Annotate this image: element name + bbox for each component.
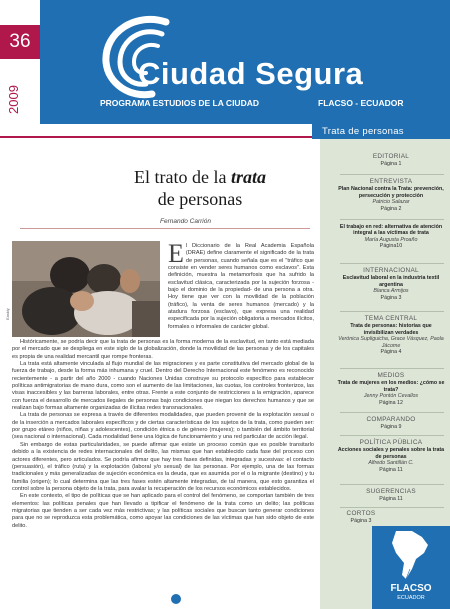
section-tab: Trata de personas [312,124,450,139]
toc-page: Página10 [379,243,403,250]
article-title-word: trata [230,167,266,187]
toc-page: Página 3 [380,294,402,301]
toc-item-entrevista[interactable] [336,179,446,212]
article-title-line2: de personas [157,189,243,209]
article-intro [168,239,314,331]
toc-title: Acciones sociales y penales sobre la trata de personas [337,447,445,460]
toc-page: Página 2 [380,205,402,212]
toc-author: Jenny Pontón Cevallos [363,393,419,400]
photo-credit: Easkly [5,308,10,320]
toc-section: EDITORIAL [372,153,410,160]
article-paragraph-2: Históricamente, se podría decir que la trata de personas es la forma moderna de la esclavitud, en tanto está mediada por el mercado que se despliega en este siglo de la globalización, donde la movilidad de las personas y de los capitales es propia de una realidad mercantil que rompe fronteras. [12,339,314,360]
toc-page: Página 11 [379,466,403,473]
toc-divider [340,219,444,220]
toc-item-comparando[interactable] [336,417,446,431]
program-subtitle: PROGRAMA ESTUDIOS DE LA CIUDAD [100,98,259,108]
article-photo [12,241,160,337]
toc-title: Esclavitud laboral en la industria textil argentina [342,275,440,288]
photo-illustration [12,241,160,337]
flacso-logo-name: FLACSO [390,583,432,594]
institution-name: FLACSO - ECUADOR [318,98,404,108]
toc-title: Plan Nacional contra la Trata: prevención, persecución y protección [338,186,444,199]
toc-divider [340,368,444,369]
article-paragraph-1: l Diccionario de la Real Academia Española (DRAE) define claramente el significado de la trata de personas, cuando señala que es el "tráfico que consiste en vender seres humanos como esclavos". Esta definición, muestra la metamorfosis que ha sufrido la esclavitud clásica, caracterizada por la sujeción forzosa - bajo el dominio de la propiedad- de una persona a otra. Hoy tiene que ver con la movilidad de la población (tráfico), la venta de seres humanos (mercado) y la atadura forzosa (esclavo), que expresa una realidad especificada por la sujeción obligatoria a mercados ilícitos, formales o informales de carácter global. [168,243,314,330]
issue-number: 36 [0,25,40,59]
toc-item-cortos[interactable] [326,511,396,525]
toc-section: MEDIOS [377,372,405,379]
publication-title: Ciudad Segura [138,56,364,91]
toc-author: Verónica Supliguicha, Grace Vásquez, Paola Jácome [338,336,444,349]
toc-item-sugerencias[interactable] [336,489,446,503]
byline-divider [20,228,310,229]
article-body [12,339,314,530]
toc-section: COMPARANDO [366,416,416,423]
toc-section: INTERNACIONAL [363,267,419,274]
article-paragraph-4: La trata de personas se expresa a través de diferentes modalidades, que pueden provenir de la explotación sexual o de la inserción a mercados laborales específicos y de ciertas características de los sujetos de la trata, como pueden ser: por grupo etáreo (niños, niñas y adolescentes), condición étnica o de género (mujeres); o también del ámbito territorial (sea nacional o internacional). Cada modalidad tiene una lógica de funcionamiento y una red particular de acción ilegal. [12,412,314,441]
toc-author: Patricio Salazar [372,199,410,206]
toc-divider [340,174,444,175]
toc-title: Trata de mujeres en los medios: ¿cómo se trata? [337,380,445,393]
issue-year: 2009 [6,85,21,115]
toc-section: POLÍTICA PÚBLICA [359,439,423,446]
article-title-line1: El trato de la [134,167,227,187]
south-america-map-icon [386,529,430,581]
toc-page: Página 3 [350,518,372,525]
toc-divider [340,412,444,413]
toc-item-editorial[interactable] [336,154,446,168]
toc-divider [340,507,444,508]
article-title [100,166,300,210]
toc-page: Página 11 [379,496,403,503]
toc-author: Alfredo Santillán C. [368,460,414,467]
toc-page: Página 4 [380,349,402,356]
toc-title: El trabajo en red: alternativa de atención integral a las víctimas de trata [339,224,443,237]
toc-item-medios[interactable] [336,373,446,406]
toc-section: SUGERENCIAS [366,488,416,495]
toc-section: CORTOS [346,510,376,517]
toc-item-internacional[interactable] [336,268,446,301]
toc-page: Página 12 [379,399,403,406]
toc-author: María Augusta Proaño [364,236,418,243]
toc-title: Trata de personas: historias que invisibilizan verdades [350,323,432,336]
toc-section: TEMA CENTRAL [364,315,418,322]
toc-author: Blanca Armijos [373,288,409,295]
drop-cap: E [168,239,184,268]
toc-divider [340,311,444,312]
footer-logo-icon [171,594,181,604]
article-paragraph-3: La trata está altamente vinculada al flujo mundial de las migraciones y es parte constitutiva del mercado global de la fuerza de trabajo, desde la forma más inhumana y cruel. Dentro del Derecho Internacional este fenómeno es reconocido recientemente - a partir del año 2000 - cuando Naciones Unidas construye su protocolo específico para establecer políticas antimigratorias de mano dura, como son el aumento de las limitaciones, las cuotas, los controles fronterizos, las visas inaccesibles y las barreras laborales, entre otras. Frente a este conjunto de restricciones a la emigración, aparece con fuerza el desarrollo de mercados ilegales de personas bajo condiciones que niegan los derechos humanos y que se realizan bajo formas altamente organizadas de ilícitas redes transnacionales. [12,361,314,412]
article-paragraph-5: Sin embargo de estas particularidades, se puede afirmar que existe un proceso común que es posible transitarlo debido a la existencia de redes internacionales del delito, las mismas que han establecido cada fase del proceso con actores diferentes, pero articulados. Se podría afirmar que hay tres fases definidas, integradas y sucesivas: el contacto (persuasión), el tráfico (ruta) y la explotación (laboral y/o sexual) de las personas. Por ejemplo, una de las formas tradicionales y más generalizadas de sujeción económica es la deuda, que es asumida por el o la migrante (destino) y tu familia (origen); lo cual determina que las tres fases estén altamente integradas, de tal manera, que esto garantiza el control sobre la persona objeto de la trata, para avalar la recuperación de los recursos económicos establecidos. [12,441,314,492]
toc-divider [340,484,444,485]
toc-page: Página 1 [380,161,402,168]
article-author: Fernando Carrión [160,218,211,225]
flacso-logo-sub: ECUADOR [397,595,425,601]
toc-item-tema-central[interactable] [336,316,446,355]
toc-item-politica-publica[interactable] [336,440,446,473]
article-paragraph-6: En este contexto, el tipo de políticas que se han aplicado para el control del fenómeno, se comportan también de tres elementos: las políticas penales que han llevado a tipificar el fenómeno de la trata como un delito; las políticas migratorias que tienden a ser cada vez más restrictivas; y las políticas sociales que buscan tanto generar condiciones para que no se reproduzca esta problemática, como apoyar las condiciones de las víctimas que han sido objeto de este delito. [12,493,314,529]
toc-divider [340,435,444,436]
header-divider [0,136,312,138]
toc-divider [340,263,444,264]
toc-section: ENTREVISTA [369,178,413,185]
toc-item-trabajo-en-red[interactable] [336,224,446,250]
toc-page: Página 9 [380,424,402,431]
